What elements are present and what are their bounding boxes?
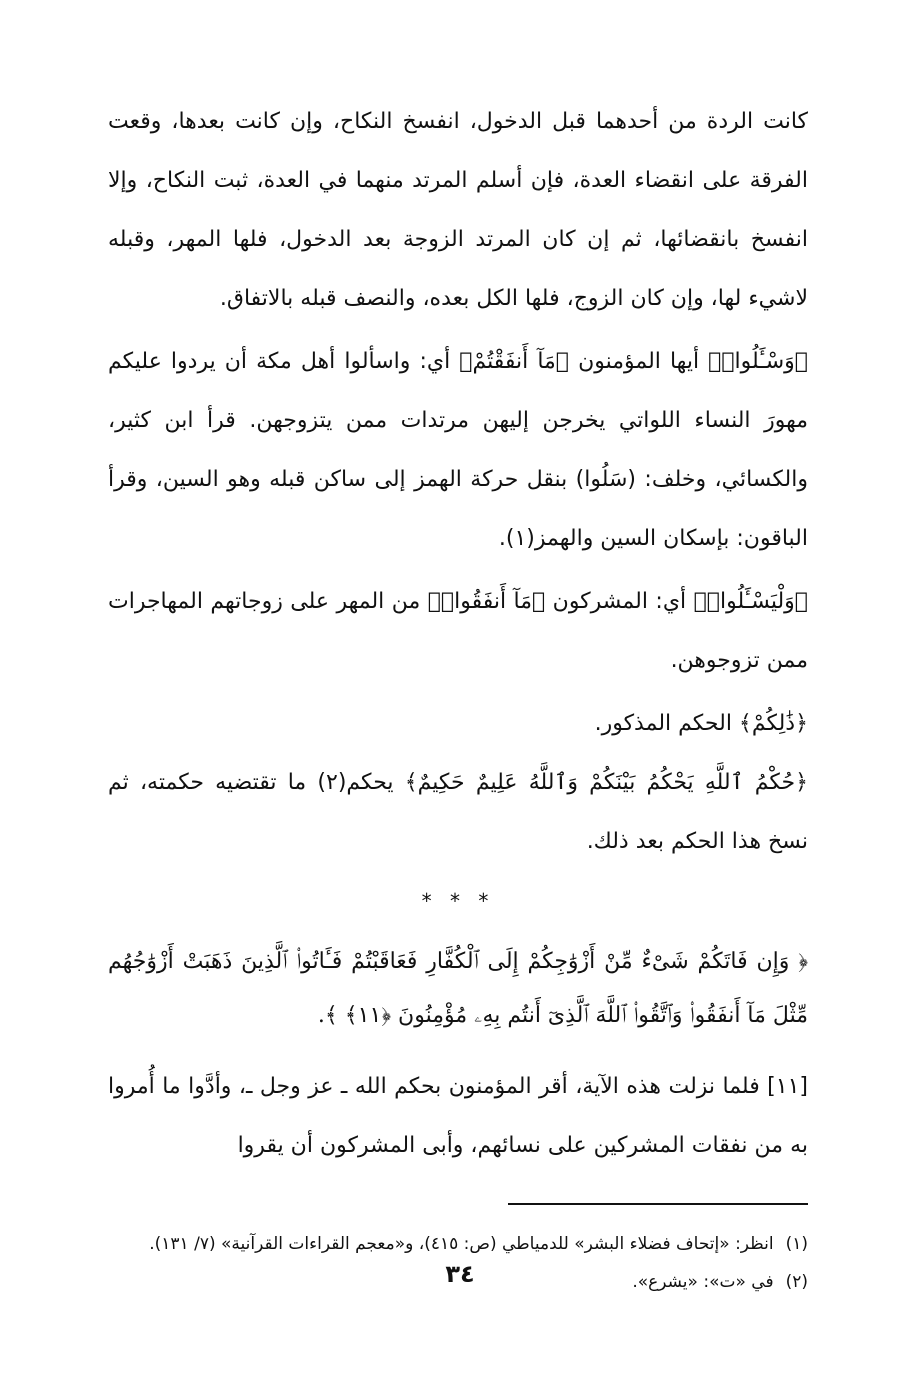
body-paragraph: ﴿وَلْيَسْـَٔلُوا۟﴾ أي: المشركون ﴿مَآ أَنفَقُوا۟﴾ من المهر على زوجاتهم المهاجرات ممن تزوجوهن. — [108, 589, 808, 673]
footnote-number: (١) — [785, 1234, 808, 1254]
footnote-text: في «ت»: «يشرع». — [632, 1272, 774, 1292]
footnote — [108, 1227, 808, 1261]
page-number: ٣٤ — [445, 1260, 475, 1288]
body-paragraph: ﴿وَسْـَٔلُوا۟﴾ أيها المؤمنون ﴿مَآ أَنفَقْتُمْ﴾ أي: واسألوا أهل مكة أن يردوا عليكم مهورَ النساء اللواتي يخرجن إليهن مرتدات ممن يتزوجهن. قرأ ابن كثير، والكسائي، وخلف: (سَلُوا) بنقل حركة الهمز إلى ساكن قبله وهو السين، وقرأ الباقون: بإسكان السين والهمز(١). — [108, 349, 808, 551]
body-paragraph: ﴿ذَٰلِكُمْ﴾ الحكم المذكور. — [594, 711, 808, 736]
commentary-paragraph: [١١] فلما نزلت هذه الآية، أقر المؤمنون بحكم الله ـ عز وجل ـ، وأدَّوا ما أُمروا به من نفقات المشركين على نسائهم، وأبى المشركون أن يقروا — [108, 1074, 808, 1158]
quran-verse: ﴿ وَإِن فَاتَكُمْ شَىْءٌ مِّنْ أَزْوَٰجِكُمْ إِلَى ٱلْكُفَّارِ فَعَاقَبْتُمْ فَـَٔاتُوا۟ ٱلَّذِينَ ذَهَبَتْ أَزْوَٰجُهُم مِّثْلَ مَآ أَنفَقُوا۟ وَٱتَّقُوا۟ ٱللَّهَ ٱلَّذِىٓ أَنتُم بِهِۦ مُؤْمِنُونَ ﴿١١﴾ ﴾. — [108, 949, 808, 1028]
footnote-text: انظر: «إتحاف فضلاء البشر» للدمياطي (ص: ٤١٥)، و«معجم القراءات القرآنية» (٧/ ١٣١). — [149, 1234, 774, 1254]
footnote-divider — [108, 1203, 808, 1205]
body-paragraph: كانت الردة من أحدهما قبل الدخول، انفسخ النكاح، وإن كانت بعدها، وقعت الفرقة على انقضاء العدة، فإن أسلم المرتد منهما في العدة، ثبت النكاح، وإلا انفسخ بانقضائها، ثم إن كان المرتد الزوجة بعد الدخول، فلها المهر، وقبله لاشيء لها، وإن كان الزوج، فلها الكل بعده، والنصف قبله بالاتفاق. — [108, 109, 808, 311]
footnote-number: (٢) — [785, 1272, 808, 1292]
section-separator: * * * — [421, 889, 495, 913]
body-paragraph: ﴿حُكْمُ ٱللَّهِ يَحْكُمُ بَيْنَكُمْ وَٱللَّهُ عَلِيمٌ حَكِيمٌ﴾ يحكم(٢) ما تقتضيه حكمته، ثم نسخ هذا الحكم بعد ذلك. — [108, 770, 808, 854]
